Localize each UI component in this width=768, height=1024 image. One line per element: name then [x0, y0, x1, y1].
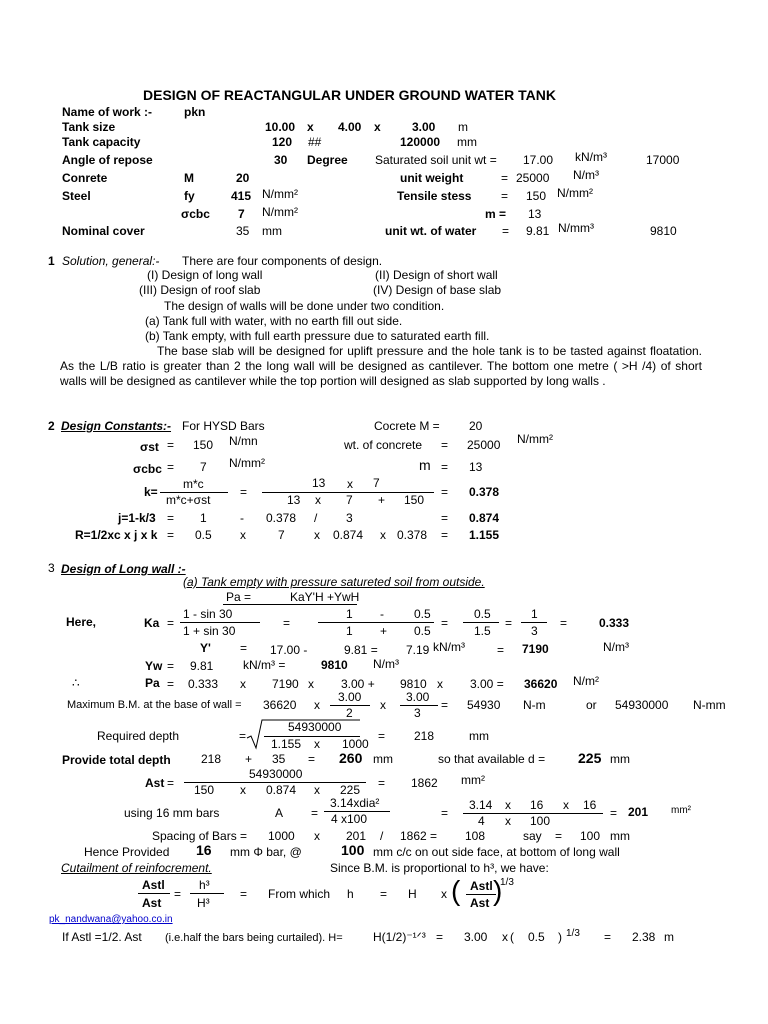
angle-repose-unit: Degree	[307, 153, 348, 167]
sat-soil-unit: kN/m³	[575, 150, 607, 164]
eq-ka-2: =	[283, 616, 291, 630]
tank-height: 3.00	[412, 120, 436, 134]
rd-num: 54930000	[288, 720, 342, 734]
j-result: 0.874	[469, 511, 500, 525]
ka-num-expr: 1 - sin 30	[183, 607, 233, 621]
ka-bar-3	[463, 622, 499, 623]
sigma-cbc-symbol: σcbc	[133, 462, 162, 476]
bm-or: or	[586, 698, 597, 712]
using-bars-label: using 16 mm bars	[124, 806, 220, 820]
cu-d3: Ast	[470, 896, 490, 910]
k-num-13: 13	[312, 476, 326, 490]
bm-unit-2: N-mm	[693, 698, 726, 712]
available-d-label: so that available d =	[438, 752, 546, 766]
sigma-cbc-label: σcbc	[181, 207, 210, 221]
cu-d2: H³	[197, 896, 210, 910]
available-d-value: 225	[578, 750, 602, 766]
ast-d1: 150	[194, 783, 215, 797]
sigma-st-value: 150	[193, 438, 214, 452]
yd-result: 7190	[522, 642, 549, 656]
rd-unit: mm	[469, 729, 489, 743]
therefore-symbol: ∴	[72, 676, 80, 690]
sigma-cbc-value: 7	[238, 207, 245, 221]
pd-a: 218	[201, 752, 222, 766]
a-nx2: x	[563, 798, 569, 812]
tank-size-label: Tank size	[62, 120, 116, 134]
hp-dia: 16	[196, 842, 212, 858]
eq-k-res: =	[441, 485, 449, 499]
section-2-heading: Design Constants:-	[61, 419, 172, 433]
cu-H: H	[408, 887, 417, 901]
bm-x1: x	[314, 698, 320, 712]
curtailment-heading: Cutailment of reinfocrement.	[61, 861, 212, 875]
water-weight-eq: =	[502, 224, 510, 238]
pa-rhs: KaY'H +YwH	[290, 590, 360, 604]
r-c: 0.874	[333, 528, 364, 542]
ast-unit: mm²	[461, 773, 485, 787]
eq-woc: =	[441, 438, 449, 452]
sp-c: 1862 =	[400, 829, 438, 843]
sp-unit: mm	[610, 829, 630, 843]
cu-x: x	[441, 887, 447, 901]
sp-b: 201	[346, 829, 367, 843]
if-exp: 1/3	[566, 928, 580, 939]
cu-bar-1	[138, 893, 170, 894]
water-weight-label: unit wt. of water	[385, 224, 477, 238]
yw-a: 9.81	[190, 659, 214, 673]
j-three: 3	[346, 511, 353, 525]
pa2-c: 3.00 +	[341, 677, 375, 691]
fy-value: 415	[231, 189, 252, 203]
area-formula-den: 4 x100	[331, 812, 368, 826]
wt-concrete-value: 25000	[467, 438, 501, 452]
rd-d2: 1000	[342, 737, 369, 751]
bm-fd2: 3	[414, 706, 421, 720]
nominal-cover-value: 35	[236, 224, 250, 238]
sat-soil-value2: 17000	[646, 153, 680, 167]
pa2-result: 36620	[524, 677, 558, 691]
eq-ka-5: =	[560, 616, 568, 630]
eq-yd: =	[240, 641, 248, 655]
tensile-stress-label: Tensile stess	[397, 189, 472, 203]
eq-cu: =	[174, 887, 182, 901]
eq-rd: =	[239, 729, 247, 743]
pd-b: 35	[272, 752, 286, 766]
if-lhs: If Astl =1/2. Ast	[62, 930, 142, 944]
m-val: 13	[469, 460, 483, 474]
bm-x2: x	[380, 698, 386, 712]
section-1-intro: There are four components of design.	[182, 254, 383, 268]
condition-a: (a) Tank full with water, with no earth fill out side.	[145, 314, 403, 328]
tensile-stress-eq: =	[501, 189, 509, 203]
concrete-m-label: Cocrete M =	[374, 419, 440, 433]
eq-scbc: =	[167, 460, 175, 474]
j-one: 1	[200, 511, 207, 525]
section-3-subheading: (a) Tank empty with pressure satureted soil from outside.	[183, 575, 485, 589]
base-slab-paragraph: The base slab will be designed for uplift pressure and the hole tank is to be tasted against floatation. As the L/B ratio is greater than 2 the long wall will be designed as cantilever. The bottom one metre ( >H /4) of short walls will be designed as cantilever while the top portion will designed as slab supported by long walls .	[60, 344, 702, 388]
cu-n3: Astl	[470, 879, 493, 893]
hp-spacing: 100	[341, 842, 365, 858]
if-a: 3.00	[464, 930, 488, 944]
y-dash-lhs: Y'	[200, 641, 211, 655]
sat-soil-label: Saturated soil unit wt =	[375, 153, 497, 167]
tank-capacity-unit: mm	[457, 135, 477, 149]
r-b: 7	[278, 528, 285, 542]
pa2-x1: x	[240, 677, 246, 691]
yd-unit: kN/m³	[433, 640, 465, 654]
ka-bar-2	[318, 622, 434, 623]
sp-result: 108	[465, 829, 486, 843]
j-k: 0.378	[266, 511, 297, 525]
curtailment-note: Since B.M. is proportional to h³, we have:	[330, 861, 549, 875]
angle-repose-value: 30	[274, 153, 288, 167]
ast-d3: 225	[340, 783, 361, 797]
cu-n1: Astl	[142, 878, 165, 892]
eq-cu-3: =	[380, 887, 388, 901]
wt-concrete-unit: N/mm²	[517, 432, 553, 446]
j-lhs: j=1-k/3	[118, 511, 156, 525]
hence-provided-label: Hence Provided	[84, 845, 170, 859]
bm-unit-1: N-m	[523, 698, 546, 712]
wt-concrete-label: wt. of concrete	[344, 438, 423, 452]
eq-a-res: =	[610, 806, 618, 820]
bm-result: 54930	[467, 698, 501, 712]
ast-num: 54930000	[249, 767, 303, 781]
unit-weight-eq: =	[501, 171, 509, 185]
pd-unit: mm	[373, 752, 393, 766]
r-x1: x	[240, 528, 246, 542]
pd-result: 260	[339, 750, 363, 766]
cu-paren-open: (	[451, 875, 461, 906]
fy-label: fy	[184, 189, 195, 203]
ast-d2: 0.874	[266, 783, 297, 797]
unit-weight-label: unit weight	[400, 171, 464, 185]
a-n2: 16	[530, 798, 544, 812]
yd-a: 17.00 -	[270, 643, 308, 657]
eq-if-res: =	[604, 930, 612, 944]
r-d: 0.378	[397, 528, 428, 542]
steel-label: Steel	[62, 189, 91, 203]
component-1: (I) Design of long wall	[147, 268, 263, 282]
pa-lhs: Pa =	[226, 590, 252, 604]
eq-j: =	[167, 511, 175, 525]
eq-r: =	[167, 528, 175, 542]
r-x2: x	[314, 528, 320, 542]
bm-a: 36620	[263, 698, 297, 712]
if-x: x	[502, 930, 508, 944]
here-label: Here,	[66, 615, 97, 629]
ka-n2: 0.5	[414, 607, 431, 621]
section-1-number: 1	[48, 254, 55, 268]
a-d1: 4	[478, 814, 485, 828]
eq-sst: =	[167, 438, 175, 452]
a-unit: mm²	[671, 805, 691, 816]
eq-pd: =	[308, 752, 316, 766]
a-n3: 16	[583, 798, 597, 812]
sigma-cbc-u: N/mm²	[229, 456, 265, 470]
tank-size-unit: m	[458, 120, 468, 134]
k-den-x: x	[315, 493, 321, 507]
k-fraction-num: m*c	[183, 477, 204, 491]
k-den-7: 7	[346, 493, 353, 507]
tank-capacity-value: 120	[272, 135, 293, 149]
concrete-m-value: 20	[469, 419, 483, 433]
section-3-heading: Design of Long wall :-	[61, 562, 186, 576]
yd-b: 9.81 =	[344, 643, 378, 657]
pd-plus: +	[245, 752, 253, 766]
ka-f2d: 3	[531, 624, 538, 638]
j-div: /	[314, 511, 318, 525]
yw-lhs: Yw	[145, 659, 163, 673]
cu-from-which: From which	[268, 887, 331, 901]
if-paren-close: )	[558, 930, 562, 944]
bm-result-2: 54930000	[615, 698, 669, 712]
ka-dp: +	[380, 624, 388, 638]
component-4: (IV) Design of base slab	[373, 283, 502, 297]
ast-x2: x	[314, 783, 320, 797]
required-depth-label: Required depth	[97, 729, 180, 743]
concrete-label: Conrete	[62, 171, 108, 185]
eq-k: =	[240, 485, 248, 499]
ka-bar-1	[180, 622, 260, 623]
available-d-unit: mm	[610, 752, 630, 766]
sigma-cbc-unit: N/mm²	[262, 205, 298, 219]
name-of-work-label: Name of work :-	[62, 105, 153, 119]
if-result: 2.38	[632, 930, 656, 944]
ka-d1: 1	[346, 624, 353, 638]
ka-result: 0.333	[599, 616, 630, 630]
sigma-st-unit: N/mn	[229, 434, 258, 448]
eq-m: =	[441, 460, 449, 474]
section-3-number: 3	[48, 561, 55, 575]
eq-ka: =	[167, 616, 175, 630]
tank-length: 10.00	[265, 120, 296, 134]
k-den-150: 150	[404, 493, 425, 507]
email-link[interactable]: pk_nandwana@yahoo.co.in	[49, 914, 173, 925]
unit-weight-unit: N/m³	[573, 168, 599, 182]
eq-ka-3: =	[441, 616, 449, 630]
water-weight-unit: N/mm³	[558, 221, 594, 235]
provide-depth-label: Provide total depth	[62, 753, 171, 767]
ast-result: 1862	[411, 776, 438, 790]
tank-size-x1: x	[307, 120, 314, 134]
eq-pa2: =	[167, 677, 175, 691]
concrete-m: M	[184, 171, 194, 185]
ast-lhs: Ast	[145, 776, 165, 790]
a-nx1: x	[505, 798, 511, 812]
pa2-lhs: Pa	[145, 676, 160, 690]
tank-breadth: 4.00	[338, 120, 362, 134]
ka-f1d: 1.5	[474, 624, 491, 638]
eq-cu-2: =	[240, 887, 248, 901]
j-minus: -	[240, 511, 244, 525]
yw-result-unit: N/m³	[373, 657, 399, 671]
ka-f2n: 1	[531, 607, 538, 621]
cu-exp: 1/3	[500, 877, 514, 888]
pa2-a: 0.333	[188, 677, 219, 691]
component-3: (III) Design of roof slab	[139, 283, 261, 297]
eq-yw: =	[167, 659, 175, 673]
eq-yd-res: =	[497, 643, 505, 657]
pa2-e: 3.00 =	[470, 677, 504, 691]
m-symbol: m	[419, 457, 431, 473]
rd-dx: x	[314, 737, 320, 751]
tensile-stress-value: 150	[526, 189, 547, 203]
a-result: 201	[628, 805, 649, 819]
walls-condition-text: The design of walls will be done under two condition.	[164, 299, 445, 313]
sp-a: 1000	[268, 829, 295, 843]
k-num-7: 7	[373, 476, 380, 490]
sigma-cbc-val: 7	[200, 460, 207, 474]
cu-bar-2	[190, 893, 224, 894]
tank-capacity-value2: 120000	[400, 135, 441, 149]
tank-capacity-hash: ##	[308, 135, 322, 149]
pa2-b: 7190	[272, 677, 299, 691]
bm-fn1: 3.00	[338, 690, 362, 704]
ka-symbol: Ka	[144, 616, 160, 630]
a-d2: 100	[530, 814, 551, 828]
sigma-st-symbol: σst	[140, 440, 159, 454]
eq-rd-res: =	[378, 729, 386, 743]
hysd-label: For HYSD Bars	[182, 419, 265, 433]
cu-n2: h³	[199, 878, 210, 892]
sp-say: say	[523, 829, 542, 843]
tank-size-x2: x	[374, 120, 381, 134]
section-1-heading: Solution, general:-	[62, 254, 160, 268]
area-lhs: A	[275, 806, 284, 820]
max-bm-label: Maximum B.M. at the base of wall =	[67, 699, 242, 711]
ka-bar-4	[521, 622, 547, 623]
angle-repose-label: Angle of repose	[62, 153, 153, 167]
name-of-work-value: pkn	[184, 105, 206, 119]
hp-mid: mm Φ bar, @	[230, 845, 302, 859]
r-result: 1.155	[469, 528, 500, 542]
eq-r-res: =	[441, 528, 449, 542]
nominal-cover-unit: mm	[262, 224, 282, 238]
ka-n1: 1	[346, 607, 353, 621]
nominal-cover-label: Nominal cover	[62, 224, 145, 238]
hp-tail: mm c/c on out side face, at bottom of long wall	[373, 845, 620, 859]
eq-ka-4: =	[505, 616, 513, 630]
spacing-label: Spacing of Bars =	[152, 829, 248, 843]
if-paren-open: (	[510, 930, 514, 944]
ka-d2: 0.5	[414, 624, 431, 638]
water-weight-value2: 9810	[650, 224, 677, 238]
ka-nm: -	[380, 607, 384, 621]
if-note: (i.e.half the bars being curtailed). H=	[165, 932, 343, 944]
pa2-x2: x	[308, 677, 314, 691]
k-result: 0.378	[469, 485, 500, 499]
eq-ast: =	[167, 776, 175, 790]
ka-den-expr: 1 + sin 30	[183, 624, 236, 638]
tensile-stress-unit: N/mm²	[557, 186, 593, 200]
k-fraction-den: m*c+σst	[166, 493, 211, 507]
eq-ast-res: =	[378, 776, 386, 790]
component-2: (II) Design of short wall	[375, 268, 498, 282]
eq-j-res: =	[441, 511, 449, 525]
k-lhs: k=	[144, 485, 158, 499]
yw-unit: kN/m³ =	[243, 658, 286, 672]
pa-underline	[223, 604, 357, 605]
unit-weight-value: 25000	[516, 171, 550, 185]
tank-capacity-label: Tank capacity	[62, 135, 141, 149]
yd-result-unit: N/m³	[603, 640, 629, 654]
rd-result: 218	[414, 729, 435, 743]
modular-ratio-value: 13	[528, 207, 542, 221]
cu-h: h	[347, 887, 354, 901]
sp-eq: =	[555, 829, 563, 843]
sp-x: x	[314, 829, 320, 843]
sp-div: /	[380, 829, 384, 843]
yd-c: 7.19	[406, 643, 430, 657]
section-2-number: 2	[48, 419, 55, 433]
concrete-grade: 20	[236, 171, 250, 185]
k-num-x: x	[347, 477, 353, 491]
r-a: 0.5	[195, 528, 212, 542]
bm-fn2: 3.00	[406, 690, 430, 704]
bm-fd1: 2	[346, 706, 353, 720]
ast-x1: x	[240, 783, 246, 797]
if-b: 0.5	[528, 930, 545, 944]
if-expr: H(1/2)⁻¹ᐟ³	[373, 930, 426, 944]
pa2-d: 9810	[400, 677, 427, 691]
a-dx: x	[505, 814, 511, 828]
area-formula-num: 3.14xdia²	[330, 796, 380, 810]
pa2-unit: N/m²	[573, 674, 599, 688]
pa2-x3: x	[437, 677, 443, 691]
eq-if: =	[436, 930, 444, 944]
sat-soil-value: 17.00	[523, 153, 554, 167]
cu-bar-3	[466, 894, 496, 895]
sp-final: 100	[580, 829, 601, 843]
k-den-13: 13	[287, 493, 301, 507]
k-den-plus: +	[378, 493, 386, 507]
yw-result: 9810	[321, 658, 348, 672]
page-title: DESIGN OF REACTANGULAR UNDER GROUND WATER TANK	[143, 87, 556, 103]
cu-d1: Ast	[142, 896, 162, 910]
eq-a: =	[311, 806, 319, 820]
rd-d1: 1.155	[271, 737, 302, 751]
condition-b: (b) Tank empty, with full earth pressure due to saturated earth fill.	[145, 329, 490, 343]
r-lhs: R=1/2xc x j x k	[75, 528, 158, 542]
ka-f1n: 0.5	[474, 607, 491, 621]
modular-ratio-label: m =	[485, 207, 507, 221]
eq-bm: =	[441, 698, 449, 712]
a-n1: 3.14	[469, 798, 493, 812]
r-x3: x	[380, 528, 386, 542]
water-weight-value: 9.81	[526, 224, 550, 238]
fy-unit: N/mm²	[262, 187, 298, 201]
cu-paren-close: )	[493, 875, 503, 906]
if-unit: m	[664, 930, 674, 944]
eq-a-2: =	[441, 806, 449, 820]
